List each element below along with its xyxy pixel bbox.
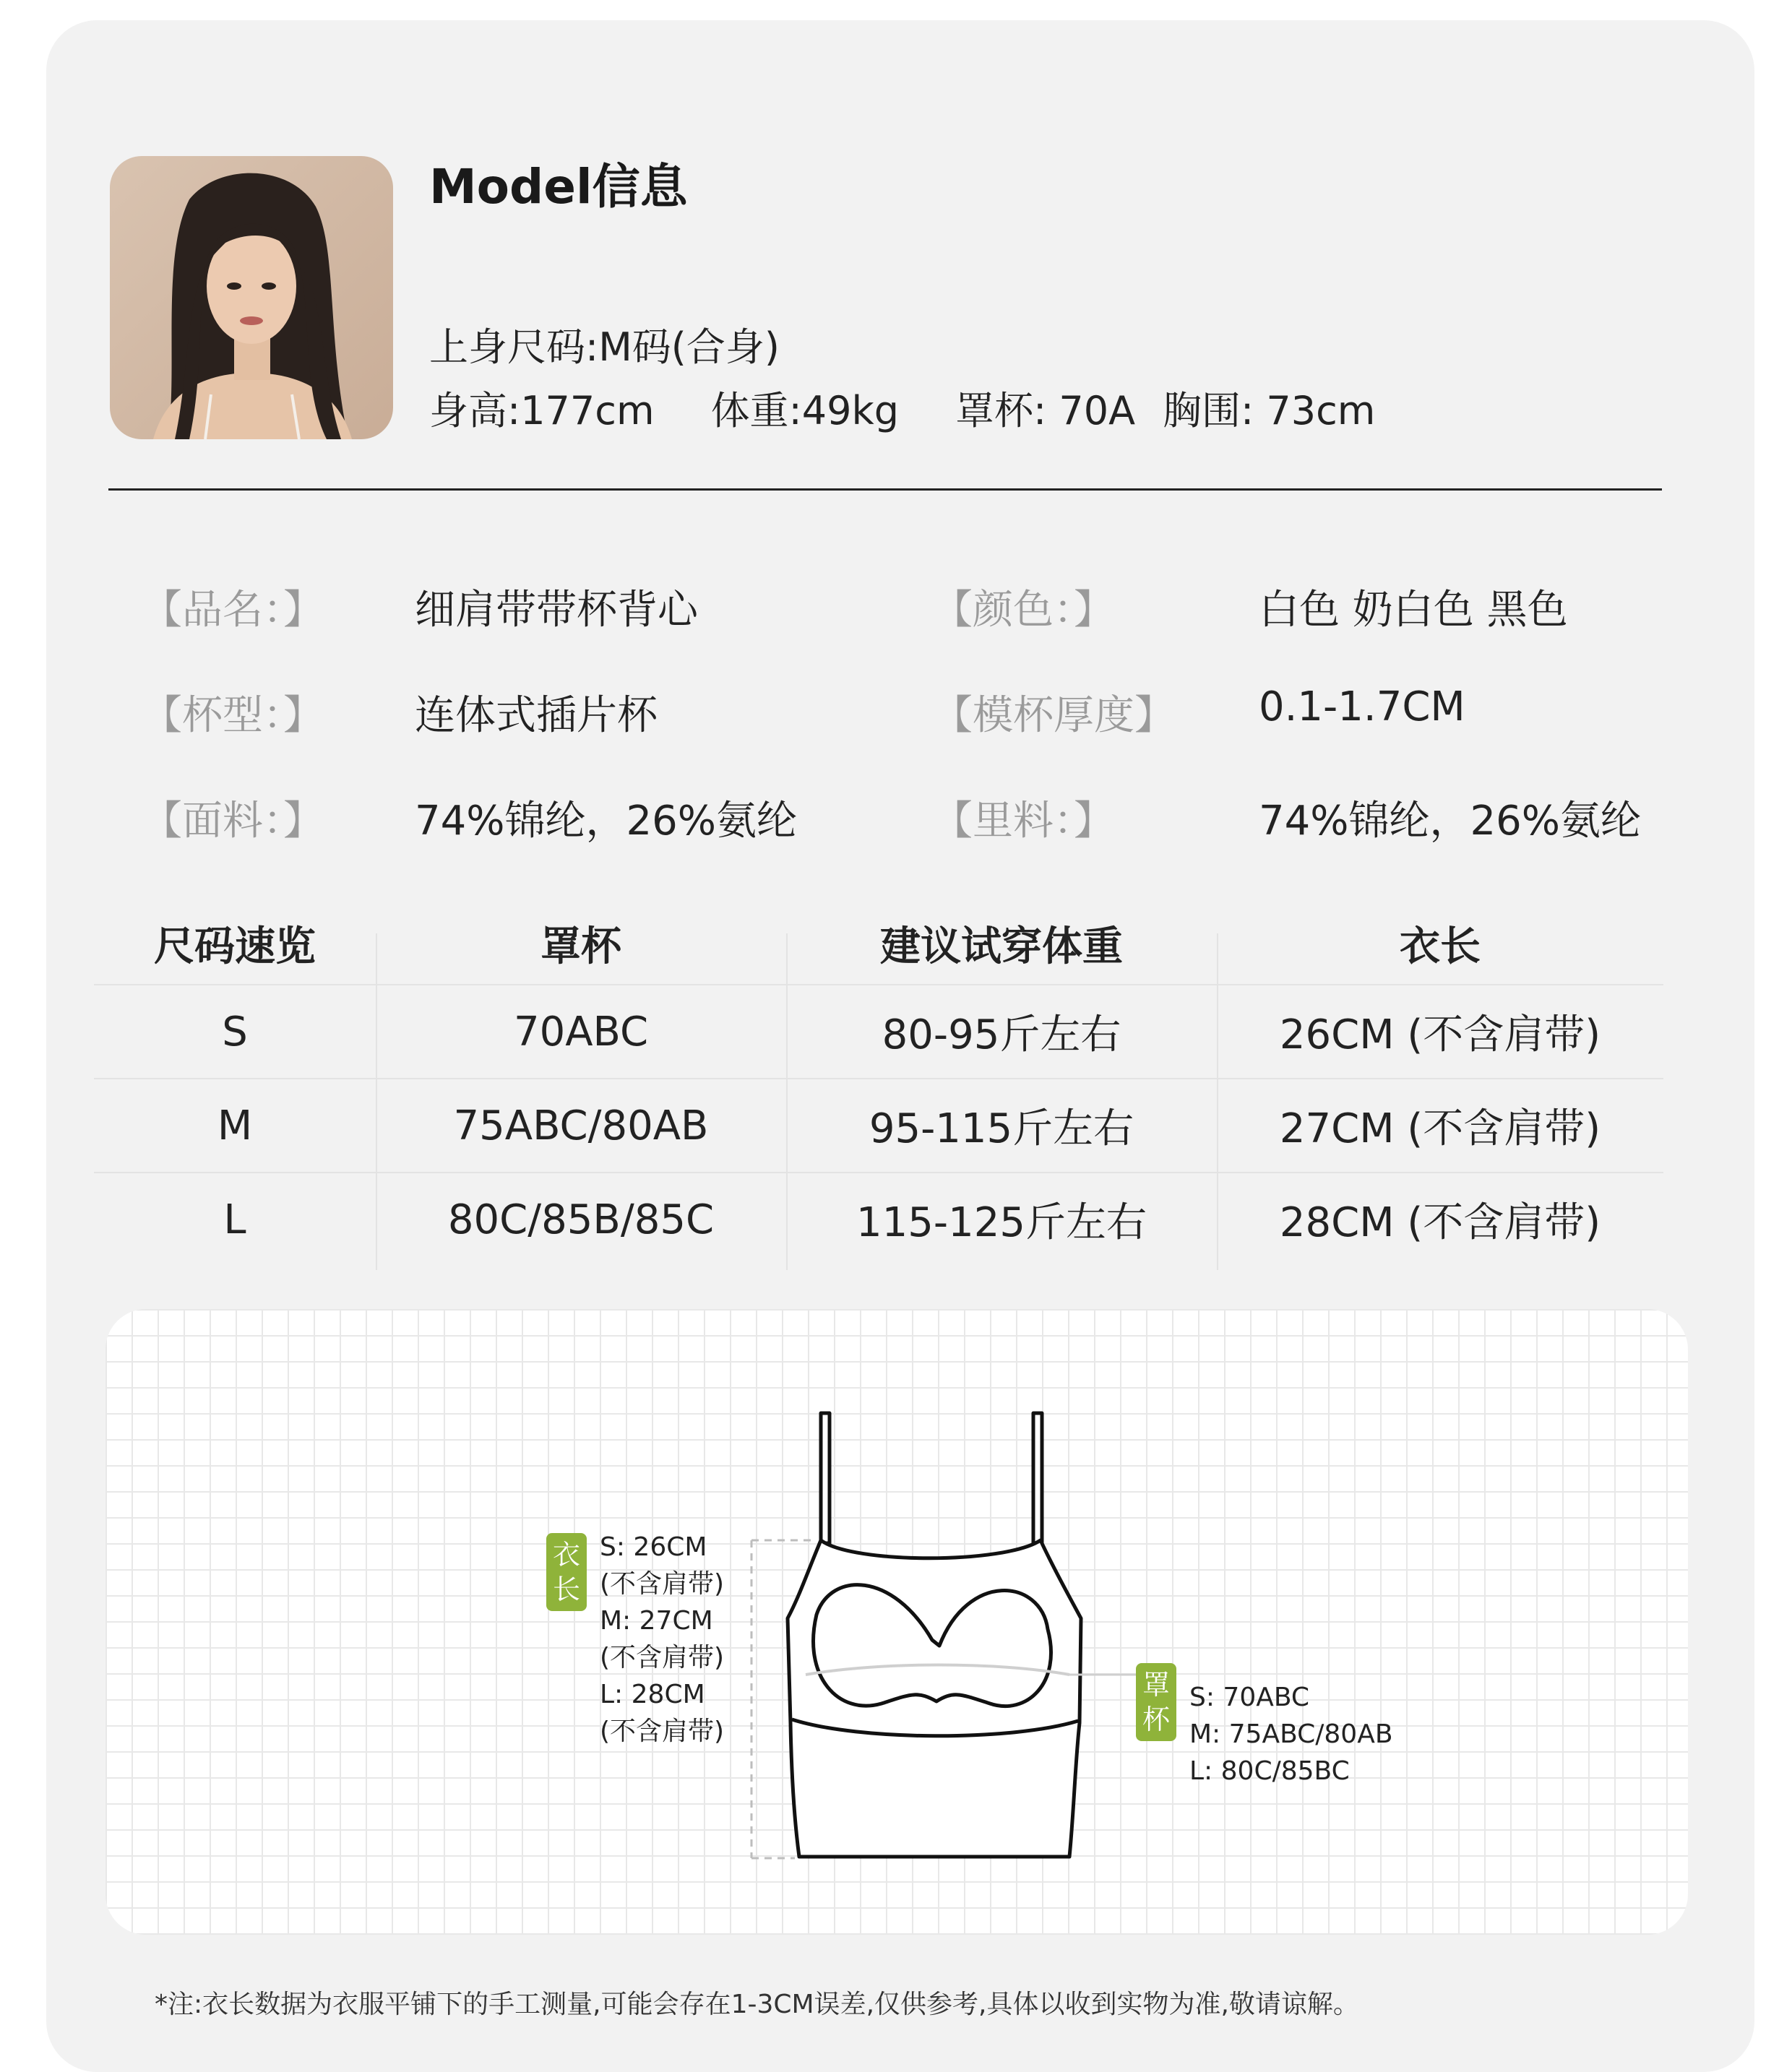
cup-measure-line: L: 80C/85BC [1189, 1756, 1350, 1786]
cell-cup: 80C/85B/85C [447, 1196, 715, 1243]
cell-weight: 115-125斤左右 [856, 1199, 1147, 1246]
measurement-note: *注:衣长数据为衣服平铺下的手工测量,可能会存在1-3CM误差,仅供参考,具体以收到实物为准,敬请谅解。 [155, 1990, 1359, 2019]
attr-label-cup-type: 【杯型：】 [142, 692, 324, 739]
cell-size: M [217, 1102, 253, 1149]
model-weight: 体重:49kg [710, 388, 900, 433]
attr-label-color: 【颜色：】 [932, 587, 1114, 634]
header-size: 尺码速览 [154, 923, 316, 970]
model-info-title: Model信息 [429, 159, 688, 215]
attr-value-cup-type: 连体式插片杯 [415, 692, 658, 739]
attr-label-fabric: 【面料：】 [142, 798, 324, 845]
model-height: 身高:177cm [429, 388, 655, 433]
model-cup: 罩杯: 70A [955, 388, 1136, 433]
cup-tag-char: 罩 [1142, 1669, 1170, 1701]
attr-label-cup-thickness: 【模杯厚度】 [932, 692, 1175, 739]
attr-value-color: 白色 奶白色 黑色 [1259, 587, 1568, 634]
header-weight: 建议试穿体重 [880, 923, 1123, 970]
cup-tag [1136, 1663, 1176, 1741]
attr-value-lining: 74%锦纶，26%氨纶 [1259, 798, 1641, 845]
attr-value-fabric: 74%锦纶，26%氨纶 [415, 798, 797, 845]
cup-measures [1189, 1679, 1393, 1790]
cell-cup: 70ABC [513, 1008, 649, 1056]
attr-value-cup-thickness: 0.1-1.7CM [1259, 683, 1465, 730]
cell-cup: 75ABC/80AB [453, 1102, 709, 1149]
attr-value-name: 细肩带带杯背心 [415, 587, 698, 634]
cell-length: 27CM (不含肩带) [1279, 1105, 1601, 1152]
length-tag-char: 衣 [552, 1539, 580, 1571]
header-cup: 罩杯 [540, 923, 621, 970]
length-measure-line: (不含肩带) [600, 1643, 725, 1672]
cell-length: 26CM (不含肩带) [1279, 1011, 1601, 1058]
cup-measure-line: S: 70ABC [1189, 1683, 1310, 1712]
length-measure-line: L: 28CM [600, 1680, 705, 1709]
cell-size: L [223, 1196, 246, 1243]
cell-size: S [222, 1008, 248, 1056]
length-tag-char: 长 [552, 1574, 580, 1605]
cup-measure-line: M: 75ABC/80AB [1189, 1719, 1393, 1749]
length-measure-line: M: 27CM [600, 1606, 713, 1636]
attr-label-name: 【品名：】 [142, 587, 324, 634]
length-measures [600, 1529, 724, 1750]
attr-label-lining: 【里料：】 [932, 798, 1114, 845]
model-bust: 胸围: 73cm [1163, 388, 1376, 433]
cell-weight: 95-115斤左右 [869, 1105, 1134, 1152]
length-tag [546, 1533, 587, 1611]
header-length: 衣长 [1400, 923, 1481, 970]
model-size: 上身尺码:M码(合身) [429, 324, 780, 370]
length-measure-line: S: 26CM [600, 1532, 707, 1562]
length-measure-line: (不含肩带) [600, 1569, 725, 1599]
cell-weight: 80-95斤左右 [882, 1011, 1121, 1058]
cup-tag-char: 杯 [1142, 1704, 1170, 1735]
cell-length: 28CM (不含肩带) [1279, 1199, 1601, 1246]
length-measure-line: (不含肩带) [600, 1717, 725, 1746]
